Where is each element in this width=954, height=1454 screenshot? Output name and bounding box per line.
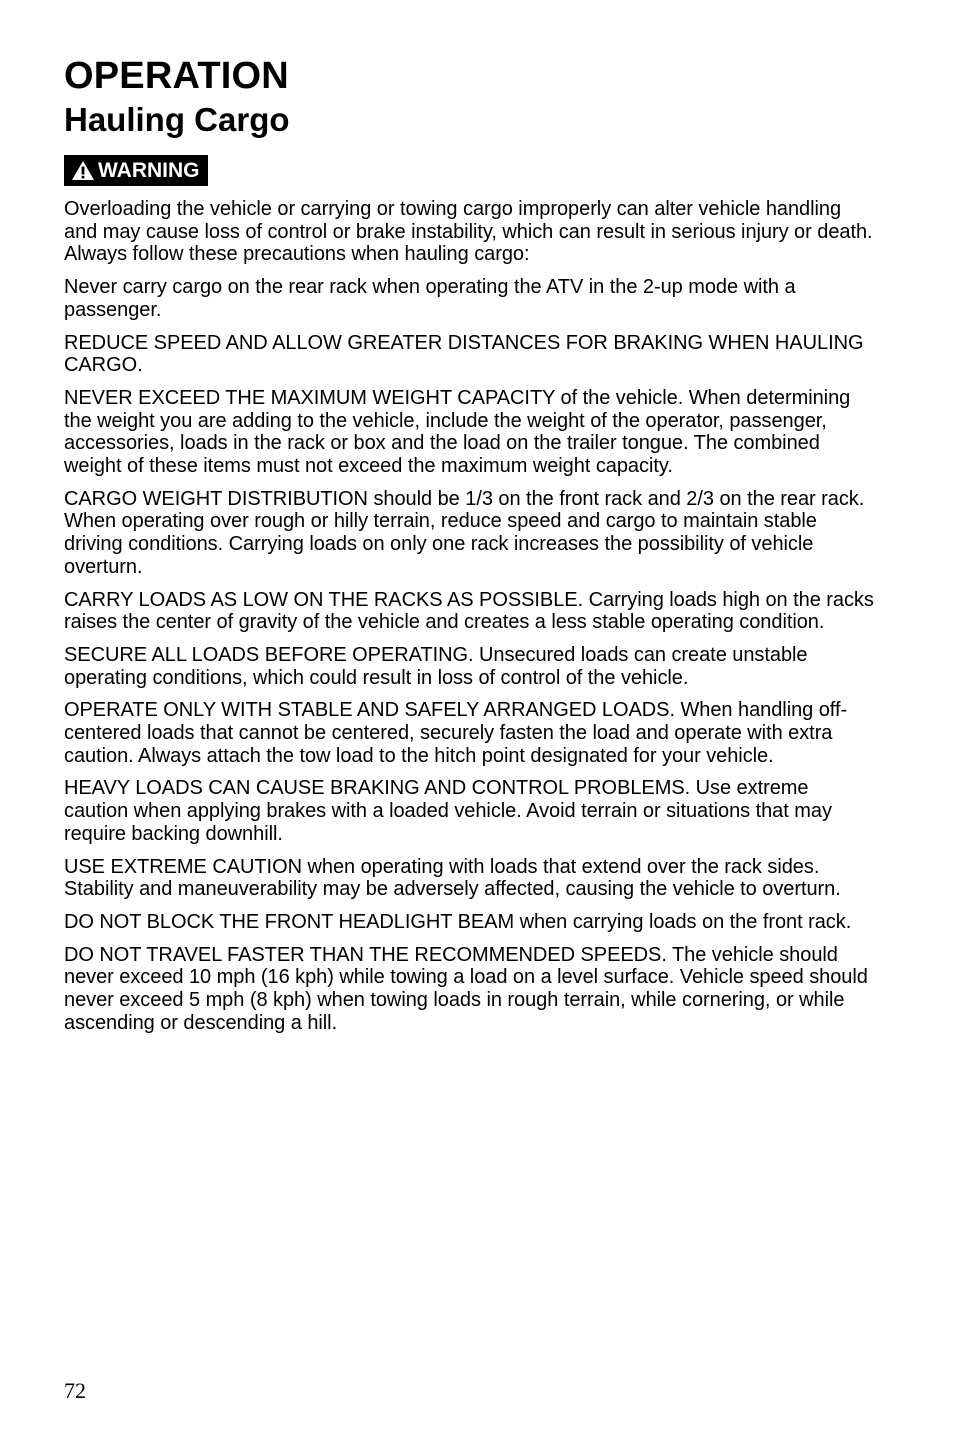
paragraph: SECURE ALL LOADS BEFORE OPERATING. Unsecured loads can create unstable operating conditions, which could result in loss of control of the vehicle. <box>64 643 808 689</box>
paragraph: CARRY LOADS AS LOW ON THE RACKS AS POSSIBLE. Carrying loads high on the racks raises the center of gravity of the vehicle and creates a less stable operating condition. <box>64 588 874 634</box>
paragraph: HEAVY LOADS CAN CAUSE BRAKING AND CONTROL PROBLEMS. Use extreme caution when applying brakes with a loaded vehicle. Avoid terrain or situations that may require backing downhill. <box>64 777 832 845</box>
page-number: 72 <box>64 1378 86 1403</box>
paragraph: REDUCE SPEED AND ALLOW GREATER DISTANCES FOR BRAKING WHEN HAULING CARGO. <box>64 331 864 377</box>
paragraph: Overloading the vehicle or carrying or towing cargo improperly can alter vehicle handling and may cause loss of control or brake instability, which can result in serious injury or death. Always follow these precautions when hauling cargo: <box>64 198 873 266</box>
paragraph: CARGO WEIGHT DISTRIBUTION should be 1/3 on the front rack and 2/3 on the rear rack. When operating over rough or hilly terrain, reduce speed and cargo to maintain stable driving conditions. Carrying loads on only one rack increases the possibility of vehicle overturn. <box>64 487 865 578</box>
paragraph: USE EXTREME CAUTION when operating with loads that extend over the rack sides. Stability and maneuverability may be adversely affected, causing the vehicle to overturn. <box>64 855 841 901</box>
paragraph: DO NOT BLOCK THE FRONT HEADLIGHT BEAM when carrying loads on the front rack. <box>64 910 852 933</box>
paragraph: NEVER EXCEED THE MAXIMUM WEIGHT CAPACITY of the vehicle. When determining the weight you are adding to the vehicle, include the weight of the operator, passenger, accessories, loads in the rack or box and the load on the trailer tongue. The combined weight of these items must not exceed the maximum weight capacity. <box>64 386 851 478</box>
paragraph: OPERATE ONLY WITH STABLE AND SAFELY ARRANGED LOADS. When handling off-centered loads that cannot be centered, securely fasten the load and operate with extra caution. Always attach the tow load to the hitch point designated for your vehicle. <box>64 699 848 767</box>
section-title: OPERATION <box>64 55 289 97</box>
subsection-title: Hauling Cargo <box>64 101 290 138</box>
warning-badge <box>64 155 208 186</box>
warning-label: WARNING <box>98 159 200 182</box>
paragraph: DO NOT TRAVEL FASTER THAN THE RECOMMENDED SPEEDS. The vehicle should never exceed 10 mph (16 kph) while towing a load on a level surface. Vehicle speed should never exceed 5 mph (8 kph) when towing loads in rough terrain, while cornering, or while ascending or descending a hill. <box>64 943 868 1034</box>
paragraph: Never carry cargo on the rear rack when operating the ATV in the 2-up mode with a passenger. <box>64 276 796 321</box>
warning-text <box>64 198 874 1035</box>
page-content <box>64 56 874 1045</box>
warning-triangle-icon <box>71 160 95 181</box>
